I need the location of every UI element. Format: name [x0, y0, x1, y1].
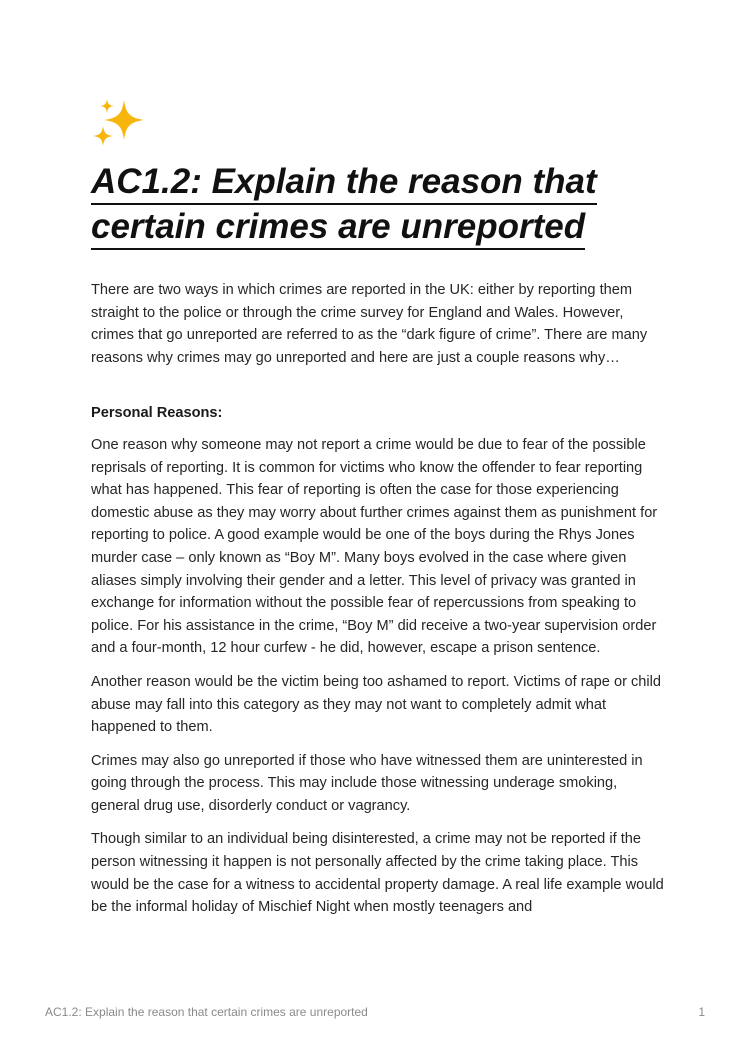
section-heading: Personal Reasons: [91, 405, 223, 422]
document-title [91, 160, 666, 250]
page-footer [45, 1005, 705, 1023]
page-number: 1 [698, 1005, 705, 1019]
body-paragraph-2: Another reason would be the victim being too ashamed to report. Victims of rape or child abuse may fall into this category as they may not want to completely admit what happened to them. [91, 673, 662, 736]
title-line-2: certain crimes are unreported [91, 206, 585, 250]
footer-title: AC1.2: Explain the reason that certain crimes are unreported [45, 1005, 368, 1019]
title-line-1: AC1.2: Explain the reason that [91, 161, 597, 205]
intro-paragraph: There are two ways in which crimes are reported in the UK: either by reporting them straight to the police or through the crime survey for England and Wales. However, crimes that go unreported are referred to as the “dark figure of crime”. There are many reasons why crimes may go unreported and here are just a couple reasons why… [91, 282, 648, 366]
body-paragraph-4: Though similar to an individual being disinterested, a crime may not be reported if the person witnessing it happen is not personally affected by the crime taking place. This would be the case for a witness to accidental property damage. A real life example would be the informal holiday of Mischief Night when mostly teenagers and [91, 831, 664, 916]
body-paragraph-1: One reason why someone may not report a crime would be due to fear of the possible reprisals of reporting. It is common for victims who know the offender to fear reporting what has happened. This fear of reporting is often the case for those experiencing domestic abuse as they may worry about further crimes against them as punishment for reporting to police. A good example would be one of the boys during the Rhys Jones murder case – only known as “Boy M”. Many boys evolved in the case where given aliases simply involving their gender and a letter. This level of privacy was granted in exchange for information without the possible fear of repercussions from speaking to police. For his assistance in the crime, “Boy M” did receive a two-year supervision order and a four-month, 12 hour curfew - he did, however, escape a prison sentence. [91, 436, 658, 657]
sparkles-icon [91, 96, 147, 152]
document-content [91, 96, 666, 930]
body-paragraph-3: Crimes may also go unreported if those who have witnessed them are uninterested in going through the process. This may include those witnessing underage smoking, general drug use, disorderly conduct or vagrancy. [91, 752, 643, 814]
